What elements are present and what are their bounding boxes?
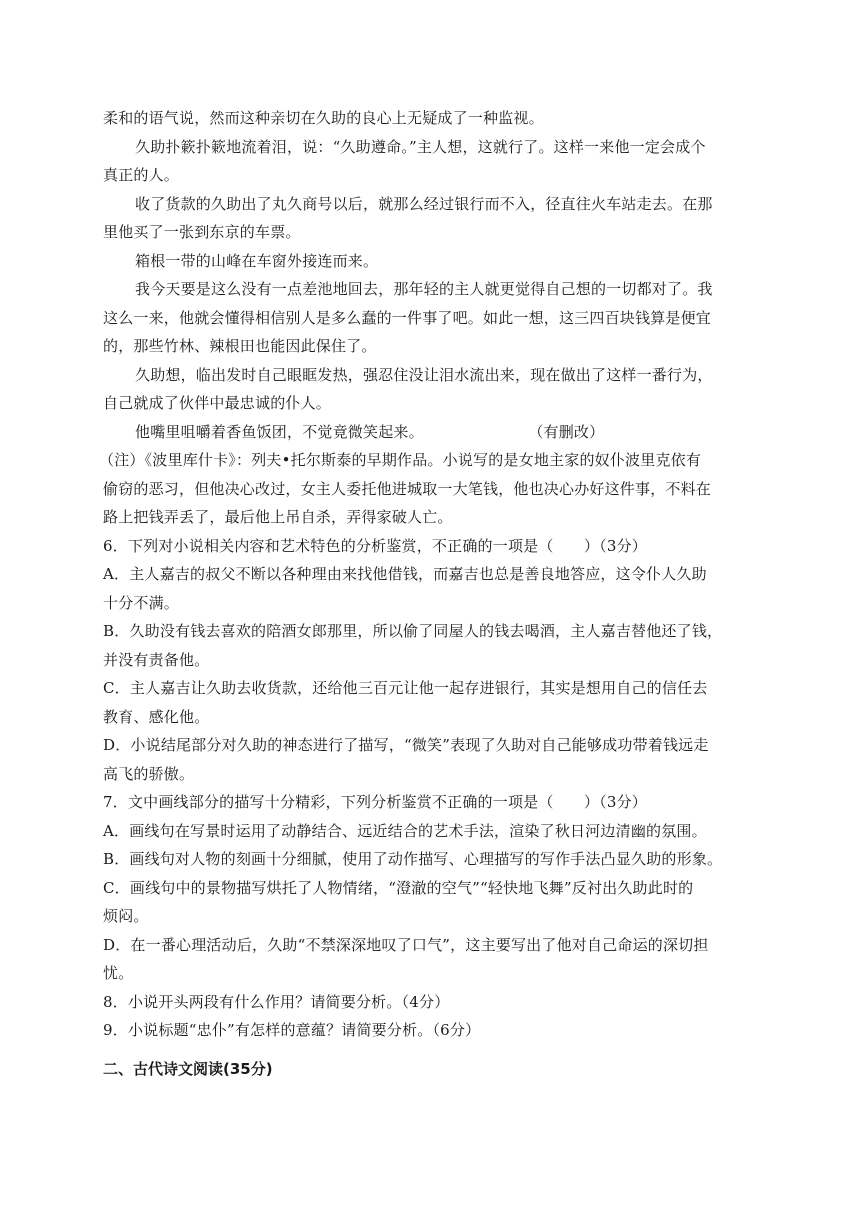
section-heading: 二、古代诗文阅读(35分)	[103, 1059, 273, 1078]
story-line: 柔和的语气说，然而这种亲切在久助的良心上无疑成了一种监视。	[103, 109, 544, 127]
question-6-option-b: B．久助没有钱去喜欢的陪酒女郎那里，所以偷了同屋人的钱去喝酒，主人嘉吉替他还了钱，	[103, 622, 723, 640]
question-9: 9．小说标题“忠仆”有怎样的意蕴？请简要分析。（6分）	[103, 1021, 481, 1039]
question-7-option-c-cont: 烦闷。	[103, 907, 149, 925]
question-6-option-d: D．小说结尾部分对久助的神态进行了描写，“微笑”表现了久助对自己能够成功带着钱远走	[103, 736, 709, 754]
story-line: 久助扑簌扑簌地流着泪，说：“久助遵命。”主人想，这就行了。这样一来他一定会成个	[135, 137, 706, 156]
question-6-option-d-cont: 高飞的骄傲。	[103, 764, 195, 783]
story-line: 里他买了一张到东京的车票。	[103, 223, 301, 241]
question-7-option-d: D．在一番心理活动后，久助“不禁深深地叹了口气”，这主要写出了他对自己命运的深切担	[103, 935, 709, 954]
story-line: 箱根一带的山峰在车窗外接连而来。	[135, 251, 379, 270]
footnote-line: （注）《波里库什卡》：列夫•托尔斯泰的早期作品。小说写的是女地主家的奴仆波里克依有	[99, 451, 702, 469]
question-7-option-d-cont: 忧。	[103, 964, 134, 982]
question-6-option-c-cont: 教育、感化他。	[103, 707, 210, 726]
question-8: 8．小说开头两段有什么作用？请简要分析。（4分）	[103, 992, 450, 1011]
story-line: 的，那些竹林、辣根田也能因此保住了。	[103, 337, 377, 355]
story-line: 我今天要是这么没有一点差池地回去，那年轻的主人就更觉得自己想的一切都对了。我	[135, 280, 713, 298]
story-line: 这么一来，他就会懂得相信别人是多么蠢的一件事了吧。如此一想，这三四百块钱算是便宜	[103, 308, 712, 327]
edit-note: （有删改）	[535, 422, 605, 441]
question-7-option-c: C．画线句中的景物描写烘托了人物情绪，“澄澈的空气”“轻快地飞舞”反衬出久助此时的	[103, 878, 694, 897]
question-6-option-b-cont: 并没有责备他。	[103, 650, 210, 669]
document-page	[99, 104, 743, 1083]
story-line: 收了货款的久助出了丸久商号以后，就那么经过银行而不入，径直往火车站走去。在那	[135, 194, 713, 213]
question-7-stem: 7．文中画线部分的描写十分精彩，下列分析鉴赏不正确的一项是（ ）（3分）	[103, 793, 647, 811]
story-line: 真正的人。	[103, 166, 180, 184]
question-7-option-b: B．画线句对人物的刻画十分细腻，使用了动作描写、心理描写的写作手法凸显久助的形象。	[103, 850, 723, 868]
footnote-line: 路上把钱弄丢了，最后他上吊自杀，弄得家破人亡。	[103, 508, 453, 526]
story-last-line	[103, 418, 743, 447]
story-last-line-text: 他嘴里咀嚼着香鱼饭团，不觉竟微笑起来。	[135, 422, 424, 441]
footnote-line: 偷窃的恶习，但他决心改过，女主人委托他进城取一大笔钱，他也决心办好这件事，不料在	[103, 479, 712, 498]
question-6-option-a-cont: 十分不满。	[103, 593, 180, 612]
story-line: 久助想，临出发时自己眼眶发热，强忍住没让泪水流出来，现在做出了这样一番行为，	[135, 365, 713, 384]
question-6-stem: 6．下列对小说相关内容和艺术特色的分析鉴赏，不正确的一项是（ ）（3分）	[103, 536, 647, 555]
question-6-option-c: C．主人嘉吉让久助去收货款，还给他三百元让他一起存进银行，其实是想用自己的信任去	[103, 679, 708, 697]
question-7-option-a: A．画线句在写景时运用了动静结合、远近结合的艺术手法，渲染了秋日河边清幽的氛围。	[103, 821, 707, 840]
story-line: 自己就成了伙伴中最忠诚的仆人。	[103, 394, 332, 412]
question-6-option-a: A．主人嘉吉的叔父不断以各种理由来找他借钱，而嘉吉也总是善良地答应，这令仆人久助	[103, 565, 707, 583]
